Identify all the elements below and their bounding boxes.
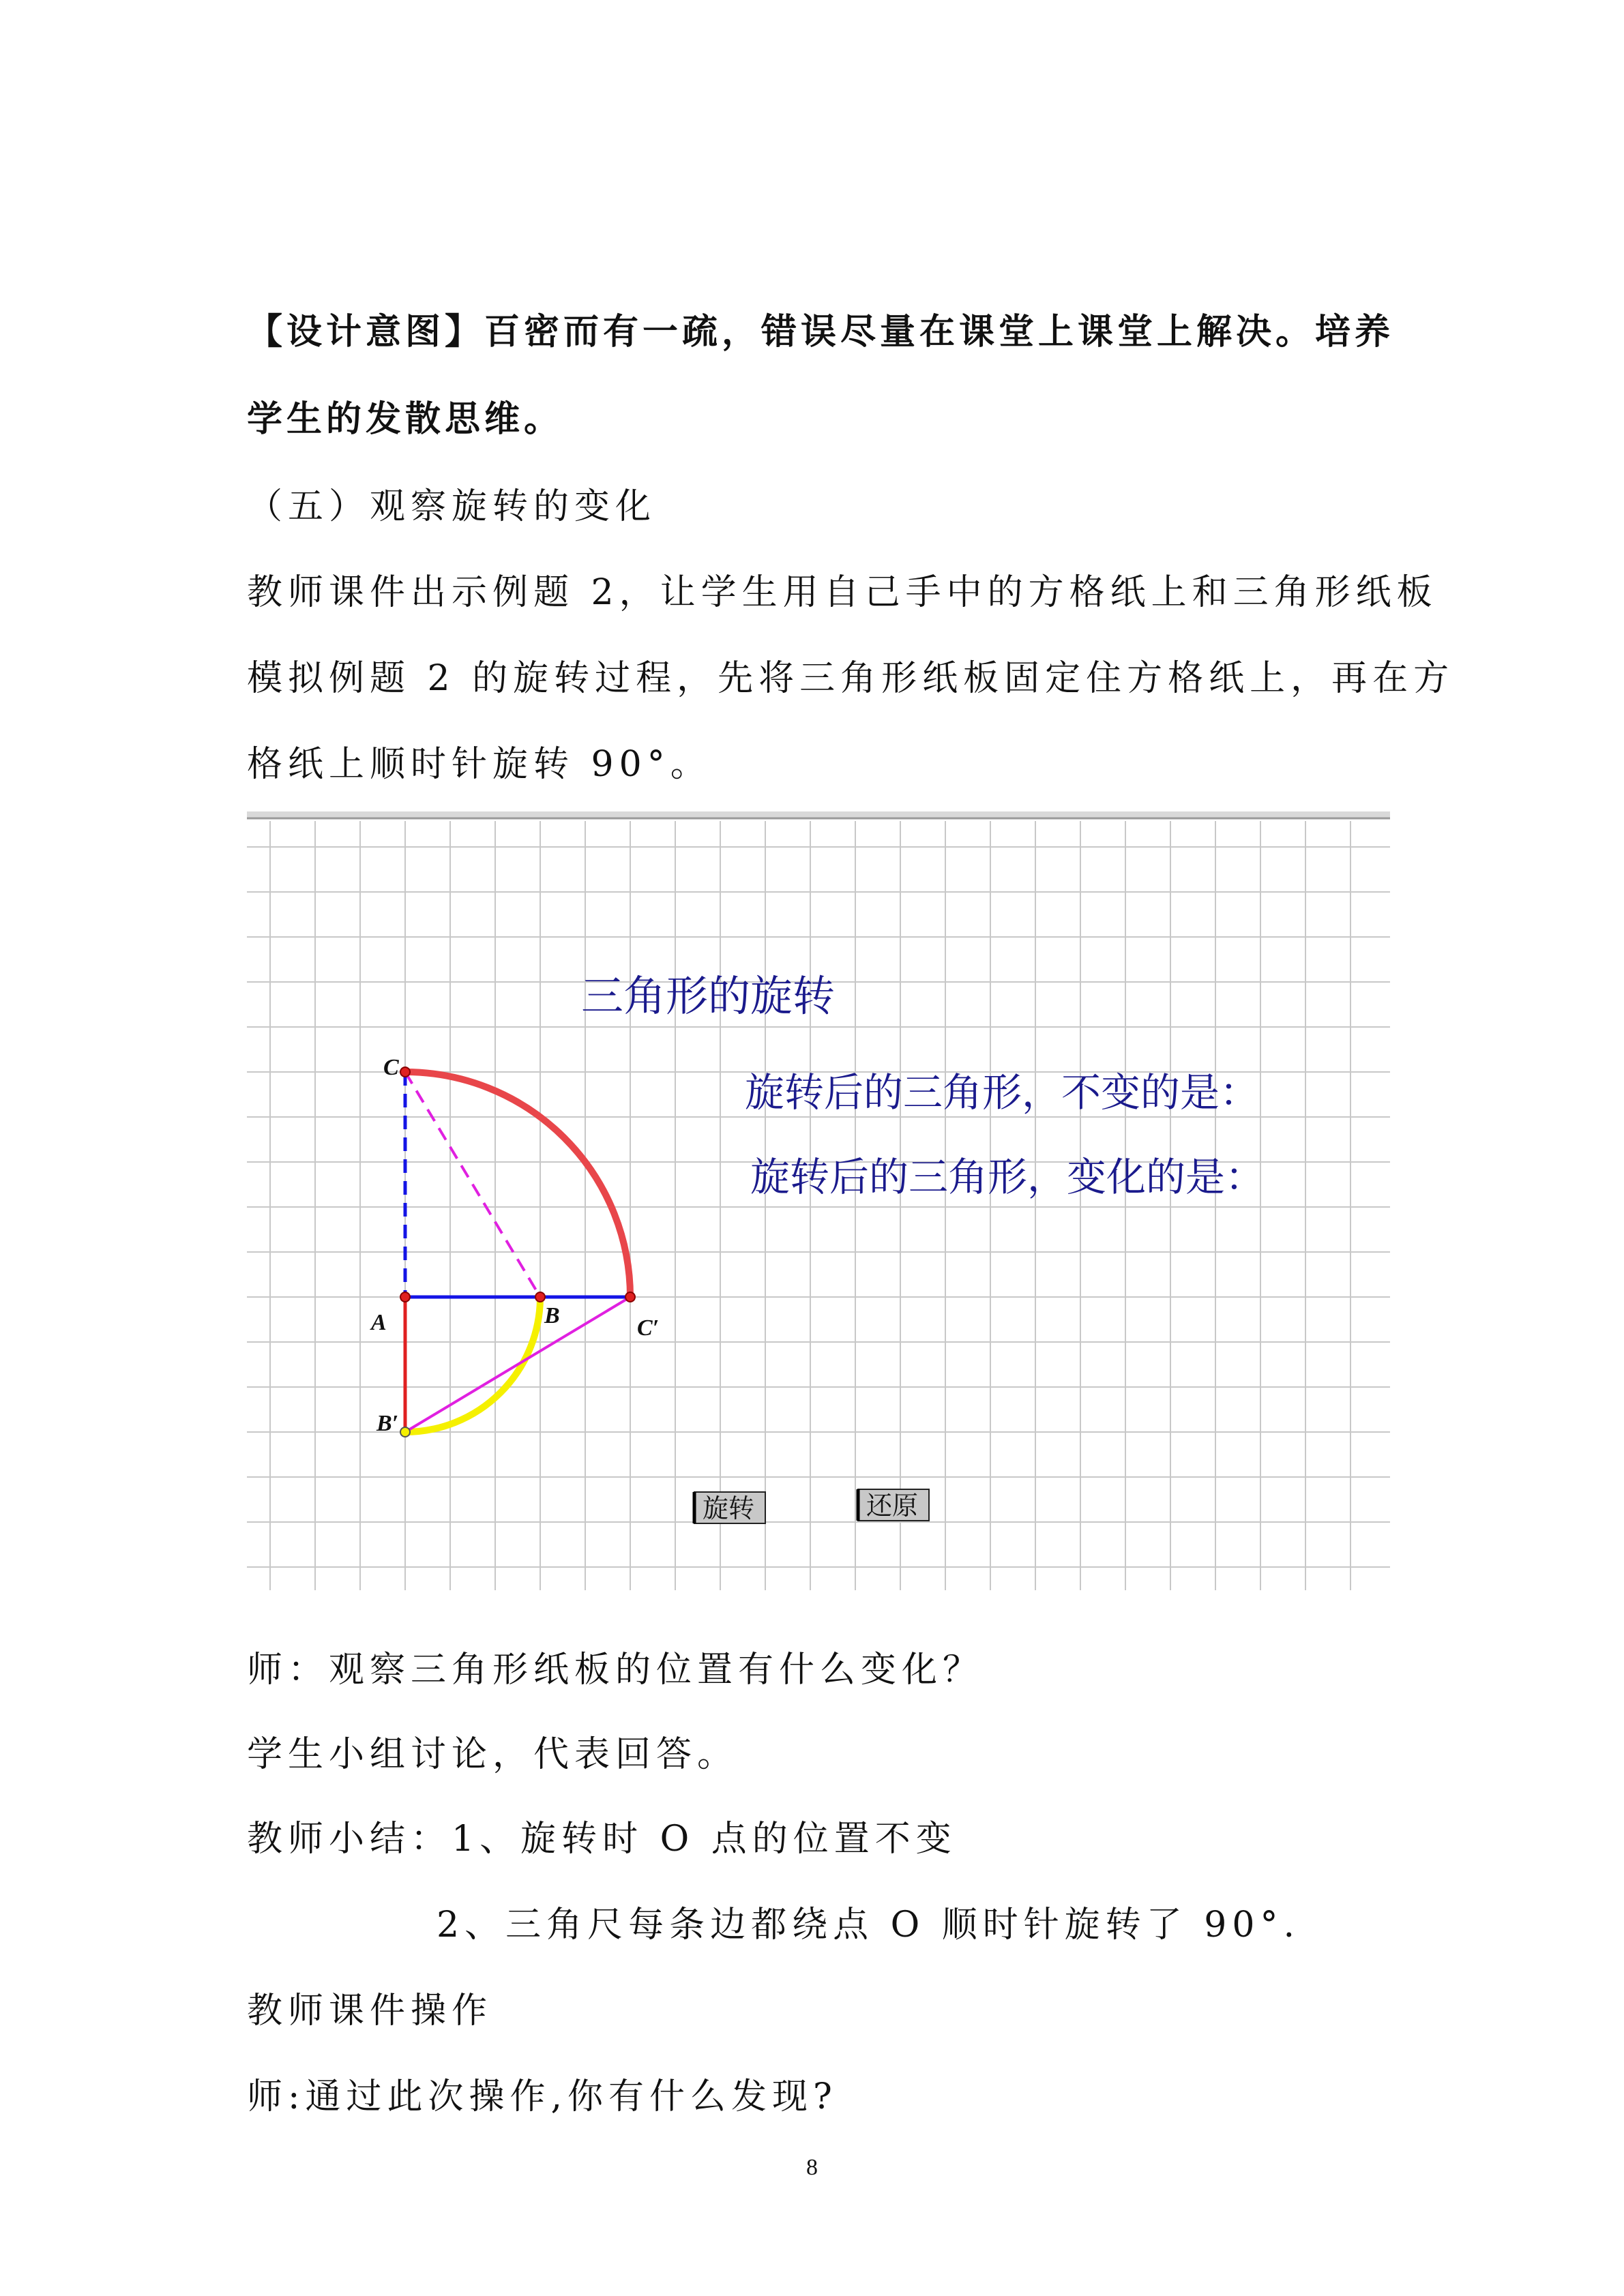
section-heading: （五）观察旋转的变化 — [247, 486, 657, 527]
large-rotation-arc — [405, 1072, 630, 1297]
teacher-question-2: 师:通过此次操作,你有什么发现? — [247, 2076, 838, 2117]
rotate-button[interactable] — [694, 1492, 765, 1523]
label-a: A — [371, 1310, 387, 1335]
courseware-operation: 教师课件操作 — [247, 1991, 493, 2031]
reset-button-label: 还原 — [866, 1491, 919, 1521]
teacher-summary-2: 2、三角尺每条边都绕点 O 顺时针旋转了 90°. — [437, 1905, 1301, 1945]
side-b-prime-c-prime — [405, 1297, 630, 1432]
teacher-summary-1: 教师小结：1、旋转时 O 点的位置不变 — [247, 1819, 957, 1860]
label-c-prime: C′ — [637, 1315, 660, 1341]
label-c: C — [383, 1055, 399, 1080]
design-intent-line1: 【设计意图】百密而有一疏，错误尽量在课堂上课堂上解决。培养 — [247, 312, 1395, 353]
paragraph-line-3: 格纸上顺时针旋转 90°。 — [247, 744, 711, 785]
point-c[interactable] — [400, 1067, 410, 1077]
point-c-prime[interactable] — [625, 1292, 635, 1302]
group-discussion: 学生小组讨论，代表回答。 — [247, 1734, 739, 1775]
label-b: B — [544, 1303, 560, 1328]
unchanged-prompt: 旋转后的三角形，不变的是： — [745, 1069, 1260, 1116]
grid-paper — [247, 821, 1390, 1590]
paragraph-line-2: 模拟例题 2 的旋转过程，先将三角形纸板固定住方格纸上，再在方 — [247, 658, 1455, 699]
point-b-prime[interactable] — [400, 1427, 410, 1437]
figure-title: 三角形的旋转 — [581, 971, 836, 1021]
reset-button[interactable] — [858, 1489, 929, 1521]
page-number: 8 — [806, 2155, 818, 2180]
point-a[interactable] — [400, 1292, 410, 1302]
design-intent-line2: 学生的发散思维。 — [247, 399, 564, 440]
label-b-prime: B′ — [377, 1411, 399, 1436]
teacher-question: 师：观察三角形纸板的位置有什么变化？ — [247, 1650, 984, 1690]
changed-prompt: 旋转后的三角形，变化的是： — [750, 1154, 1265, 1200]
paragraph-line-1: 教师课件出示例题 2，让学生用自己手中的方格纸上和三角形纸板 — [247, 572, 1438, 613]
rotation-figure — [247, 811, 1390, 1590]
rotate-button-label: 旋转 — [703, 1493, 755, 1523]
point-b[interactable] — [535, 1292, 545, 1302]
